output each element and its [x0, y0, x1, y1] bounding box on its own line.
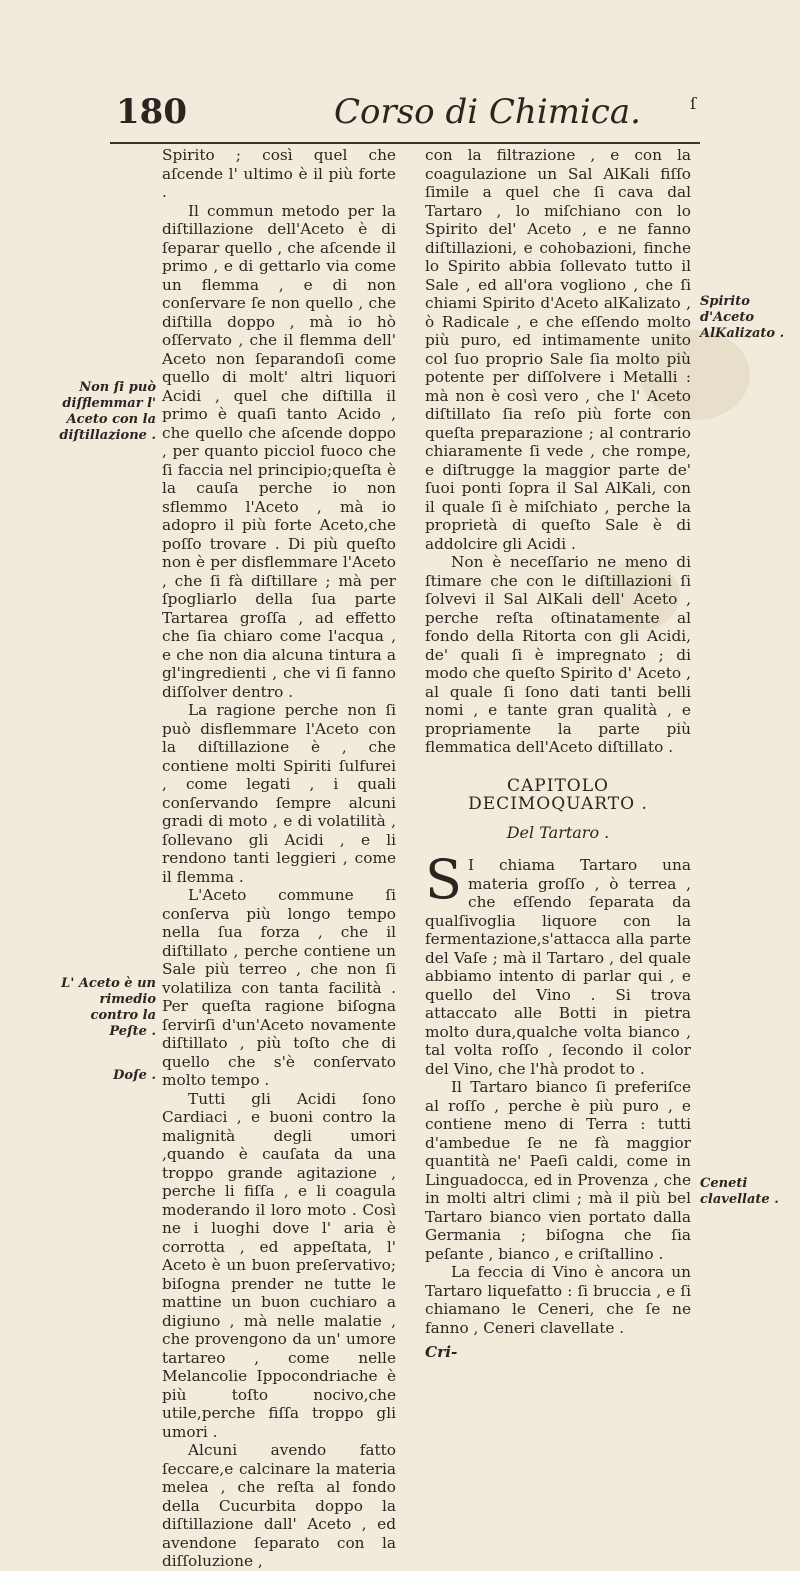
margin-note: L' Aceto è un rimedio contro la Peſte .: [61, 976, 156, 1039]
paragraph: L'Aceto commune ſi conſerva più longo tempo nella ſua forza , che il diſtillato , perche contiene un Sale più terreo , che non ſi volatiliza con tanta facilità . Per queſta ragione biſogna ſervirſi d'un'Aceto novamente diſtillato , più toſto che di quello che s'è conſervato molto tempo .: [162, 886, 396, 1089]
paragraph-text: I chiama Tartaro una materia groſſo , ò terrea , che eſſendo ſeparata da qualſivoglia liquore con la fermentazione,s'attacca alla parte del Vaſe ; mà il Tartaro , del quale abbiamo intento di parlar qui , e quello del Vino . Si trova attaccato alle Botti in pietra molto dura,qualche volta bianco , tal volta roſſo , ſecondo il color del Vino, che l'hà prodot to .: [425, 856, 691, 1078]
paragraph: La ragione perche non ſi può disflemmare l'Aceto con la diſtillazione è , che contiene molti Spiriti ſulfurei , come legati , i quali conſervando ſempre alcuni gradi di moto , e di volatilità , ſollevano gli Acidi , e li rendono tanti leggieri , come il flemma .: [162, 701, 396, 886]
margin-note: Non ſi può diſflemmar l' Aceto con la diſtillazione .: [59, 380, 156, 443]
page-number: 180: [116, 92, 187, 132]
paragraph: Tutti gli Acidi ſono Cardiaci , e buoni contro la malignità degli umori ,quando è cauſata da una troppo grande agitazione , perche li fiſſa , e li coagula moderando il loro moto . Così ne i luoghi dove l' aria è corrotta , ed appeſtata, l' Aceto è un buon preſervativo; biſogna prender ne tutte le mattine un buon cuchiaro a digiuno , mà nelle malatie , che provengono da un' umore tartareo , come nelle Melancolie Ippocondriache è più toſto nocivo,che utile,perche fiſſa troppo gli umori .: [162, 1089, 396, 1441]
header-rule: [110, 142, 700, 144]
paragraph: Alcuni avendo fatto ſeccare,e calcinare la materia melea , che reſta al fondo della Cucurbita doppo la diſtillazione dall' Aceto , ed avendone ſeparato con la diſſoluzione ,: [162, 1441, 396, 1570]
paragraph: Il Tartaro bianco ſi preferiſce al roſſo , perche è più puro , e contiene meno di Terra : tutti d'ambedue ſe ne fà maggior quantità ne' Paeſi caldi, come in Linguadocca, ed in Provenza , che in molti altri climi ; mà il più bel Tartaro bianco vien portato dalla Germania ; biſogna che ſia peſante , bianco , e criſtallino .: [425, 1078, 691, 1263]
paragraph: [425, 848, 691, 1078]
margin-note: Ceneti clavellate .: [700, 1176, 779, 1207]
paragraph: Spirito ; così quel che aſcende l' ultimo è il più forte .: [162, 146, 396, 201]
paragraph: con la filtrazione , e con la coagulazione un Sal AlKali fiſſo ſimile a quel che ſi cava dal Tartaro , lo miſchiano con lo Spirito del' Aceto , e ne fanno diſtillazioni, e cohobazioni, finche lo Spirito abbia ſollevato tutto il Sale , ed all'ora vogliono , che ſi chiami Spirito d'Aceto alKalizato , ò Radicale , e che eſſendo molto più puro, ed intimamente unito col ſuo proprio Sale ſia molto più potente per diſſolvere i Metalli : mà non è così vero , che l' Aceto diſtillato ſia reſo più forte con queſta preparazione ; al contrario chiaramente ſi vede , che rompe, e diſtrugge la maggior parte de' ſuoi ponti ſopra il Sal AlKali, con il quale ſi è miſchiato , perche la proprietà di queſto Sale è di addolcire gli Acidi .: [425, 146, 691, 553]
left-column: [162, 146, 396, 1571]
chapter-heading: CAPITOLO DECIMOQUARTO .: [468, 775, 648, 814]
chapter-subtitle: Del Tartaro .: [506, 822, 610, 842]
paragraph: La feccia di Vino è ancora un Tartaro liquefatto : ſi bruccia , e ſi chiamano le Ceneri, che ſe ne fanno , Ceneri clavellate .: [425, 1263, 691, 1337]
margin-note: Spirito d'Aceto AlKalizato .: [700, 294, 785, 341]
page-header: [116, 92, 696, 138]
running-title: Corso di Chimica.: [334, 92, 641, 132]
header-mark: ſ: [690, 94, 696, 113]
margin-note: Doſe .: [113, 1068, 156, 1083]
drop-cap: S: [425, 848, 462, 911]
right-column: [425, 146, 691, 1362]
catchword: Cri-: [425, 1343, 458, 1361]
paragraph: Il commun metodo per la diſtillazione dell'Aceto è di ſeparar quello , che aſcende il primo , e di gettarlo via come un flemma , e di non conſervare ſe non quello , che diſtilla doppo , mà io hò oſſervato , che il flemma dell' Aceto non ſeparandoſi come quello di molt' altri liquori Acidi , quel che diſtilla il primo è quaſi tanto Acido , che quello che aſcende doppo , per quanto picciol fuoco che ſi faccia nel principio;queſta è la cauſa perche io non sflemmo l'Aceto , mà io adopro il più forte Aceto,che poſſo trovare . Di più queſto non è per disflemmare l'Aceto , che ſi fà diſtillare ; mà per ſpogliarlo della ſua parte Tartarea groſſa , ad effetto che ſia chiaro come l'acqua , e che non dia alcuna tintura a gl'ingredienti , che vi ſi fanno diſſolver dentro .: [162, 201, 396, 701]
paragraph: Non è neceſſario ne meno di ſtimare che con le diſtillazioni ſi ſolvevi il Sal AlKali dell' Aceto , perche reſta oſtinatamente al fondo della Ritorta con gli Acidi, de' quali ſi è impregnato ; di modo che queſto Spirito d' Aceto , al quale ſi ſono dati tanti belli nomi , e tante gran qualità , e propriamente la parte più flemmatica dell'Aceto diſtillato .: [425, 553, 691, 756]
